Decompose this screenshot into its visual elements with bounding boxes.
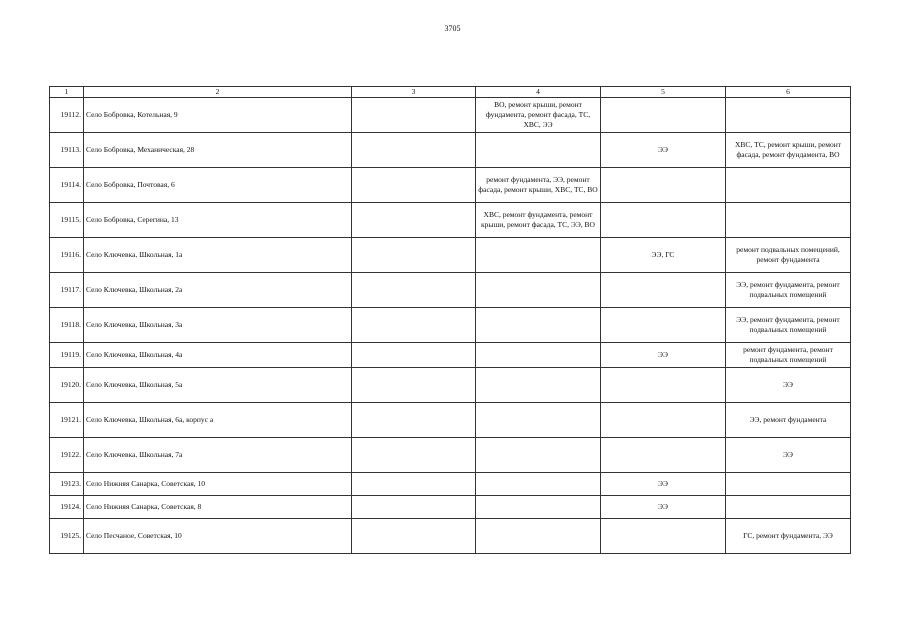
row-number: 19123. xyxy=(50,473,84,496)
table-row xyxy=(50,98,851,133)
row-col-3 xyxy=(352,273,476,308)
header-col-4: 4 xyxy=(476,87,601,98)
table-row xyxy=(50,168,851,203)
row-number: 19116. xyxy=(50,238,84,273)
row-address: Село Ключевка, Школьная, 1а xyxy=(84,238,352,273)
row-col-3 xyxy=(352,403,476,438)
row-col-4 xyxy=(476,133,601,168)
row-address: Село Бобровка, Почтовая, 6 xyxy=(84,168,352,203)
row-address: Село Ключевка, Школьная, 6а, корпус а xyxy=(84,403,352,438)
row-col-5 xyxy=(601,308,726,343)
row-col-5 xyxy=(601,438,726,473)
row-address: Село Ключевка, Школьная, 2а xyxy=(84,273,352,308)
row-col-3 xyxy=(352,168,476,203)
row-col-6 xyxy=(726,168,851,203)
row-col-6: ЭЭ xyxy=(726,438,851,473)
row-col-4 xyxy=(476,308,601,343)
row-number: 19114. xyxy=(50,168,84,203)
row-col-3 xyxy=(352,238,476,273)
row-col-6: ХВС, ТС, ремонт крыши, ремонт фасада, ремонт фундамента, ВО xyxy=(726,133,851,168)
row-col-4: ВО, ремонт крыши, ремонт фундамента, ремонт фасада, ТС, ХВС, ЭЭ xyxy=(476,98,601,133)
table-row xyxy=(50,519,851,554)
row-col-6: ремонт подвальных помещений, ремонт фундамента xyxy=(726,238,851,273)
row-col-6: ЭЭ xyxy=(726,368,851,403)
row-col-3 xyxy=(352,473,476,496)
row-col-5 xyxy=(601,203,726,238)
row-col-4 xyxy=(476,496,601,519)
row-col-5 xyxy=(601,168,726,203)
row-col-3 xyxy=(352,343,476,368)
row-address: Село Бобровка, Серегина, 13 xyxy=(84,203,352,238)
row-col-4 xyxy=(476,519,601,554)
row-col-6: ГС, ремонт фундамента, ЭЭ xyxy=(726,519,851,554)
row-col-5 xyxy=(601,98,726,133)
row-number: 19113. xyxy=(50,133,84,168)
row-col-4: ХВС, ремонт фундамента, ремонт крыши, ремонт фасада, ТС, ЭЭ, ВО xyxy=(476,203,601,238)
row-col-5: ЭЭ xyxy=(601,133,726,168)
row-col-4: ремонт фундамента, ЭЭ, ремонт фасада, ремонт крыши, ХВС, ТС, ВО xyxy=(476,168,601,203)
row-address: Село Ключевка, Школьная, 3а xyxy=(84,308,352,343)
row-number: 19119. xyxy=(50,343,84,368)
row-col-6: ЭЭ, ремонт фундамента xyxy=(726,403,851,438)
row-col-5 xyxy=(601,273,726,308)
row-col-3 xyxy=(352,308,476,343)
table-row xyxy=(50,473,851,496)
row-col-5: ЭЭ, ГС xyxy=(601,238,726,273)
page-number: 3705 xyxy=(444,24,461,33)
row-col-4 xyxy=(476,473,601,496)
row-col-6: ЭЭ, ремонт фундамента, ремонт подвальных помещений xyxy=(726,308,851,343)
table-row xyxy=(50,343,851,368)
row-col-6 xyxy=(726,473,851,496)
row-col-3 xyxy=(352,203,476,238)
row-col-6 xyxy=(726,203,851,238)
row-number: 19120. xyxy=(50,368,84,403)
row-col-3 xyxy=(352,133,476,168)
row-number: 19117. xyxy=(50,273,84,308)
row-col-4 xyxy=(476,273,601,308)
row-col-5: ЭЭ xyxy=(601,496,726,519)
header-col-5: 5 xyxy=(601,87,726,98)
table-row xyxy=(50,133,851,168)
row-address: Село Ключевка, Школьная, 5а xyxy=(84,368,352,403)
row-address: Село Бобровка, Механическая, 28 xyxy=(84,133,352,168)
table-row xyxy=(50,403,851,438)
row-col-6: ЭЭ, ремонт фундамента, ремонт подвальных помещений xyxy=(726,273,851,308)
row-number: 19124. xyxy=(50,496,84,519)
row-col-3 xyxy=(352,496,476,519)
header-col-6: 6 xyxy=(726,87,851,98)
row-number: 19125. xyxy=(50,519,84,554)
table-row xyxy=(50,273,851,308)
table-row xyxy=(50,438,851,473)
row-col-3 xyxy=(352,438,476,473)
row-col-3 xyxy=(352,98,476,133)
header-col-1: 1 xyxy=(50,87,84,98)
table-header-row xyxy=(50,87,851,98)
row-col-6 xyxy=(726,98,851,133)
row-col-5 xyxy=(601,403,726,438)
table-body xyxy=(50,98,851,554)
row-number: 19122. xyxy=(50,438,84,473)
table-row xyxy=(50,238,851,273)
row-col-4 xyxy=(476,238,601,273)
row-col-5 xyxy=(601,368,726,403)
row-col-4 xyxy=(476,368,601,403)
row-col-6: ремонт фундамента, ремонт подвальных помещений xyxy=(726,343,851,368)
header-col-2: 2 xyxy=(84,87,352,98)
row-col-5: ЭЭ xyxy=(601,343,726,368)
row-col-4 xyxy=(476,438,601,473)
header-col-3: 3 xyxy=(352,87,476,98)
row-address: Село Нижняя Санарка, Советская, 10 xyxy=(84,473,352,496)
row-col-4 xyxy=(476,403,601,438)
table-row xyxy=(50,308,851,343)
row-address: Село Ключевка, Школьная, 7а xyxy=(84,438,352,473)
row-col-6 xyxy=(726,496,851,519)
table-row xyxy=(50,203,851,238)
data-table xyxy=(49,86,851,554)
row-col-3 xyxy=(352,368,476,403)
row-col-5 xyxy=(601,519,726,554)
row-col-4 xyxy=(476,343,601,368)
row-number: 19121. xyxy=(50,403,84,438)
row-col-5: ЭЭ xyxy=(601,473,726,496)
row-number: 19118. xyxy=(50,308,84,343)
row-address: Село Нижняя Санарка, Советская, 8 xyxy=(84,496,352,519)
table-row xyxy=(50,496,851,519)
row-address: Село Ключевка, Школьная, 4а xyxy=(84,343,352,368)
row-number: 19112. xyxy=(50,98,84,133)
row-col-3 xyxy=(352,519,476,554)
table-row xyxy=(50,368,851,403)
row-address: Село Бобровка, Котельная, 9 xyxy=(84,98,352,133)
row-number: 19115. xyxy=(50,203,84,238)
row-address: Село Песчаное, Советская, 10 xyxy=(84,519,352,554)
